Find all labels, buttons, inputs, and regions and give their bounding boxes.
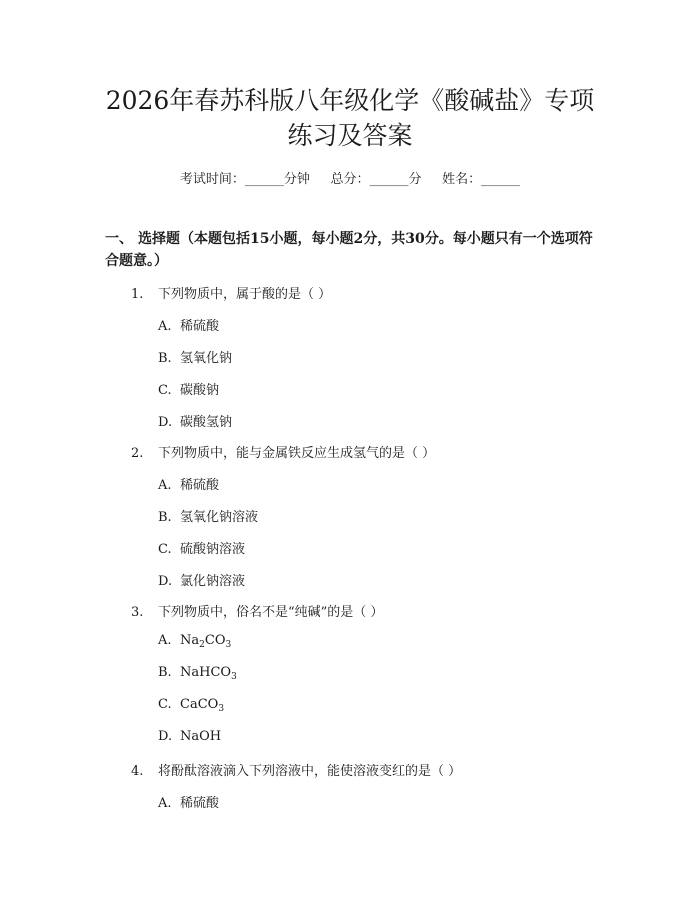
question-text: 下列物质中，能与金属铁反应生成氢气的是（ ） xyxy=(158,446,436,461)
question-text: 下列物质中，属于酸的是（ ） xyxy=(158,287,332,302)
chemical-formula: $Na_2CO_3$ xyxy=(180,633,232,650)
option-text: 氯化钠溶液 xyxy=(180,574,246,589)
question-text: 下列物质中，俗名不是“纯碱”的是（ ） xyxy=(158,605,384,620)
option-letter: A. xyxy=(158,478,172,493)
option-1c xyxy=(158,379,219,398)
chemical-formula: NaHCO$_3$ xyxy=(180,665,237,682)
option-text: 稀硫酸 xyxy=(180,796,220,811)
question-number: 2. xyxy=(131,446,144,461)
option-letter: B. xyxy=(158,510,172,525)
option-2d xyxy=(158,570,245,589)
question-2 xyxy=(131,442,435,461)
option-3c xyxy=(158,697,224,712)
section-instructions: 选择题（本题包括15小题，每小题2分，共30分。每小题只有一个选项符合题意。） xyxy=(105,231,593,269)
option-text: 稀硫酸 xyxy=(180,478,220,493)
question-number: 4. xyxy=(131,764,144,779)
option-3d xyxy=(158,729,221,744)
option-text: 氢氧化钠溶液 xyxy=(180,510,259,525)
option-letter: A. xyxy=(158,633,172,648)
document-title-line-1: 2026年春苏科版八年级化学《酸碱盐》专项 xyxy=(105,86,595,115)
option-text: 氢氧化钠 xyxy=(180,351,233,366)
option-letter: A. xyxy=(158,796,172,811)
question-number: 1. xyxy=(131,287,144,302)
option-text: 稀硫酸 xyxy=(180,319,220,334)
option-1a xyxy=(158,315,219,334)
option-text: 碳酸钠 xyxy=(180,383,220,398)
option-1d xyxy=(158,411,232,430)
option-2c xyxy=(158,538,245,557)
question-1 xyxy=(131,283,331,302)
exam-meta-line: 考试时间：______分钟 总分：______分 姓名：______ xyxy=(179,172,521,187)
option-text: NaOH xyxy=(180,729,222,744)
option-letter: C. xyxy=(158,697,172,712)
option-2b xyxy=(158,506,258,525)
option-letter: D. xyxy=(158,729,173,744)
question-4 xyxy=(131,760,461,779)
section-heading xyxy=(105,228,605,272)
option-letter: B. xyxy=(158,665,172,680)
option-2a xyxy=(158,474,219,493)
chemical-formula: CaCO$_3$ xyxy=(180,697,225,714)
option-1b xyxy=(158,347,232,366)
option-text: 硫酸钠溶液 xyxy=(180,542,246,557)
option-letter: B. xyxy=(158,351,172,366)
option-letter: D. xyxy=(158,574,173,589)
question-3 xyxy=(131,601,383,620)
option-letter: A. xyxy=(158,319,172,334)
option-3a xyxy=(158,633,231,648)
section-number: 一、 xyxy=(105,231,133,247)
question-text: 将酚酞溶液滴入下列溶液中，能使溶液变红的是（ ） xyxy=(158,764,462,779)
option-4a xyxy=(158,792,219,811)
option-letter: C. xyxy=(158,383,172,398)
question-number: 3. xyxy=(131,605,144,620)
option-3b xyxy=(158,665,237,680)
option-text: 碳酸氢钠 xyxy=(180,415,233,430)
option-letter: C. xyxy=(158,542,172,557)
document-title-line-2: 练习及答案 xyxy=(287,121,413,150)
option-letter: D. xyxy=(158,415,173,430)
